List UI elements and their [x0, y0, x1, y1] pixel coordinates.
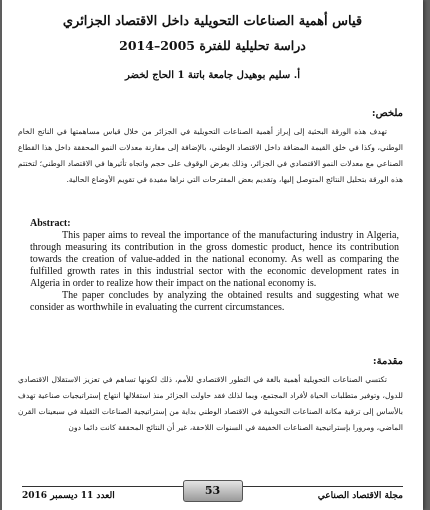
english-abstract-paragraph-1	[30, 218, 399, 290]
introduction-text: تكتسي الصناعات التحويلية أهمية بالغة في التطور الاقتصادي للأمم، ذلك لكونها تساهم في تعزيز الاستقلال الاقتصادي للدول، وتوفير متطلبات الحياة لأفراد المجتمع، وبما لذلك فقد حاولت الجزائر منذ استقلالها انتهاج إستراتيجيات صناعية تهدف بالأساس إلى ترقية مكانة الصناعات التحويلية في الاقتصاد الوطني بداية من إستراتيجية الصناعات الثقيلة في سبعينات القرن الماضي، ومرورا بإستراتيجية الصناعات الخفيفة في السنوات اللاحقة، غير أن النتائج المحققة كانت دائما دون	[18, 375, 403, 432]
paper-subtitle: دراسة تحليلية للفترة 2005–2014	[119, 38, 306, 53]
introduction-body	[18, 372, 403, 436]
english-abstract-heading: Abstract:	[30, 218, 71, 229]
english-abstract	[30, 218, 399, 314]
english-abstract-paragraph-2: The paper concludes by analyzing the obtained results and suggesting what we consider as worthwhile in evaluating the current circumstances.	[30, 290, 399, 313]
paper-title: قياس أهمية الصناعات التحويلية داخل الاقتصاد الجزائري	[62, 14, 363, 29]
introduction-heading: مقدمة:	[372, 356, 403, 367]
english-abstract-text-1: This paper aims to reveal the importance of the manufacturing industry in Algeria, through measuring its contribution in the gross domestic product, hence its contribution towards the creation of value-added in the national economy. As well as comparing the fulfilled growth rates in this industrial sector with the economic development rates in Algeria in order to realize how their impact on the national economy is.	[30, 230, 399, 289]
page-footer	[22, 486, 403, 505]
author-line: أ. سليم بوهيدل جامعة باتنة 1 الحاج لخضر	[125, 70, 300, 81]
footer-issue-date: العدد 11 ديسمبر 2016	[22, 491, 115, 501]
arabic-abstract-heading: ملخص:	[371, 108, 403, 119]
arabic-abstract-body	[18, 124, 403, 188]
page-number-badge: 53	[183, 480, 243, 502]
arabic-abstract-text: تهدف هذه الورقة البحثية إلى إبراز أهمية الصناعات التحويلية في الجزائر من خلال قياس مساهمتها في الناتج الخام الوطني، وكذا في خلق القيمة المضافة داخل الاقتصاد الوطني، بالإضافة إلى مقارنة معدلات النمو المحققة داخل هذا القطاع الصناعي مع معدلات النمو الاقتصادي في الجزائر، وذلك بغرض الوقوف على حجم واتجاه تأثيرها في الاقتصاد الوطني؛ لتختتم هذه الورقة بتحليل النتائج المتوصل إليها، وتقديم بعض المقترحات التي نراها مفيدة في تقويم الأوضاع الحالية.	[18, 127, 403, 184]
footer-journal-name: مجلة الاقتصاد الصناعي	[317, 491, 403, 501]
document-page	[2, 0, 423, 510]
